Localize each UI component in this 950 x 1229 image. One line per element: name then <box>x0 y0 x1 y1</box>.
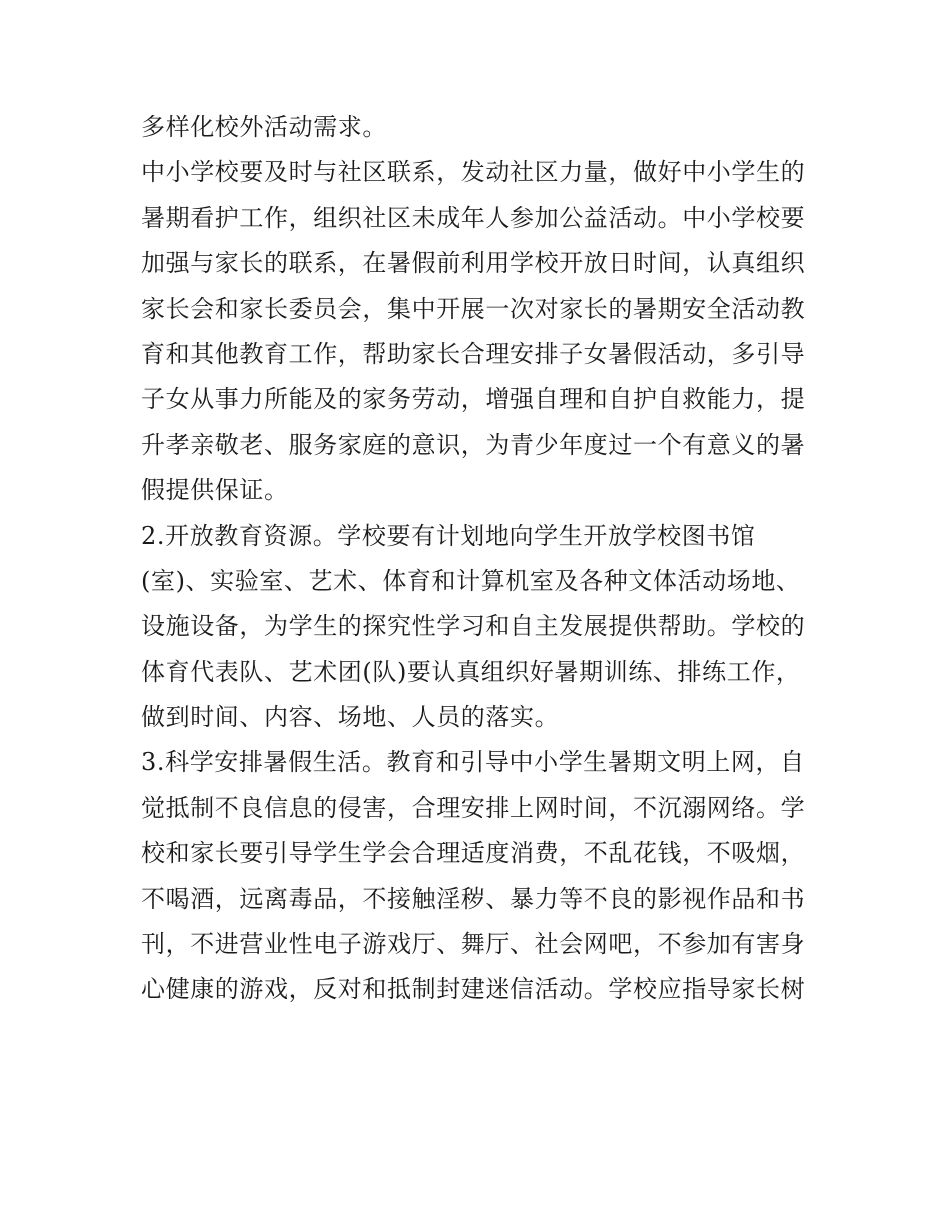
text-line: 心健康的游戏，反对和抵制封建迷信活动。学校应指导家长树 <box>141 975 806 1004</box>
text-line: 加强与家长的联系，在暑假前利用学校开放日时间，认真组织 <box>141 249 806 278</box>
text-line: 设施设备，为学生的探究性学习和自主发展提供帮助。学校的 <box>141 612 806 641</box>
text-line: 做到时间、内容、场地、人员的落实。 <box>141 703 560 732</box>
text-line: 觉抵制不良信息的侵害，合理安排上网时间，不沉溺网络。学 <box>141 793 806 822</box>
document-body <box>141 105 821 1013</box>
text-line: 2.开放教育资源。学校要有计划地向学生开放学校图书馆 <box>141 521 756 550</box>
text-line: (室)、实验室、艺术、体育和计算机室及各种文体活动场地、 <box>141 566 801 595</box>
text-line: 校和家长要引导学生学会合理适度消费，不乱花钱，不吸烟， <box>141 839 806 868</box>
text-line: 不喝酒，远离毒品，不接触淫秽、暴力等不良的影视作品和书 <box>141 884 806 913</box>
text-line: 体育代表队、艺术团(队)要认真组织好暑期训练、排练工作， <box>141 657 801 686</box>
text-line: 家长会和家长委员会，集中开展一次对家长的暑期安全活动教 <box>141 294 806 323</box>
text-line: 多样化校外活动需求。 <box>141 113 387 141</box>
text-line: 假提供保证。 <box>141 476 289 505</box>
text-line: 子女从事力所能及的家务劳动，增强自理和自护自救能力，提 <box>141 385 806 414</box>
text-line: 3.科学安排暑假生活。教育和引导中小学生暑期文明上网，自 <box>141 748 805 777</box>
text-line: 育和其他教育工作，帮助家长合理安排子女暑假活动，多引导 <box>141 339 806 368</box>
text-line: 升孝亲敬老、服务家庭的意识，为青少年度过一个有意义的暑 <box>141 430 806 459</box>
text-line: 暑期看护工作，组织社区未成年人参加公益活动。中小学校要 <box>141 203 806 232</box>
text-line: 中小学校要及时与社区联系，发动社区力量，做好中小学生的 <box>141 158 806 187</box>
text-line: 刊，不进营业性电子游戏厅、舞厅、社会网吧，不参加有害身 <box>141 930 806 959</box>
